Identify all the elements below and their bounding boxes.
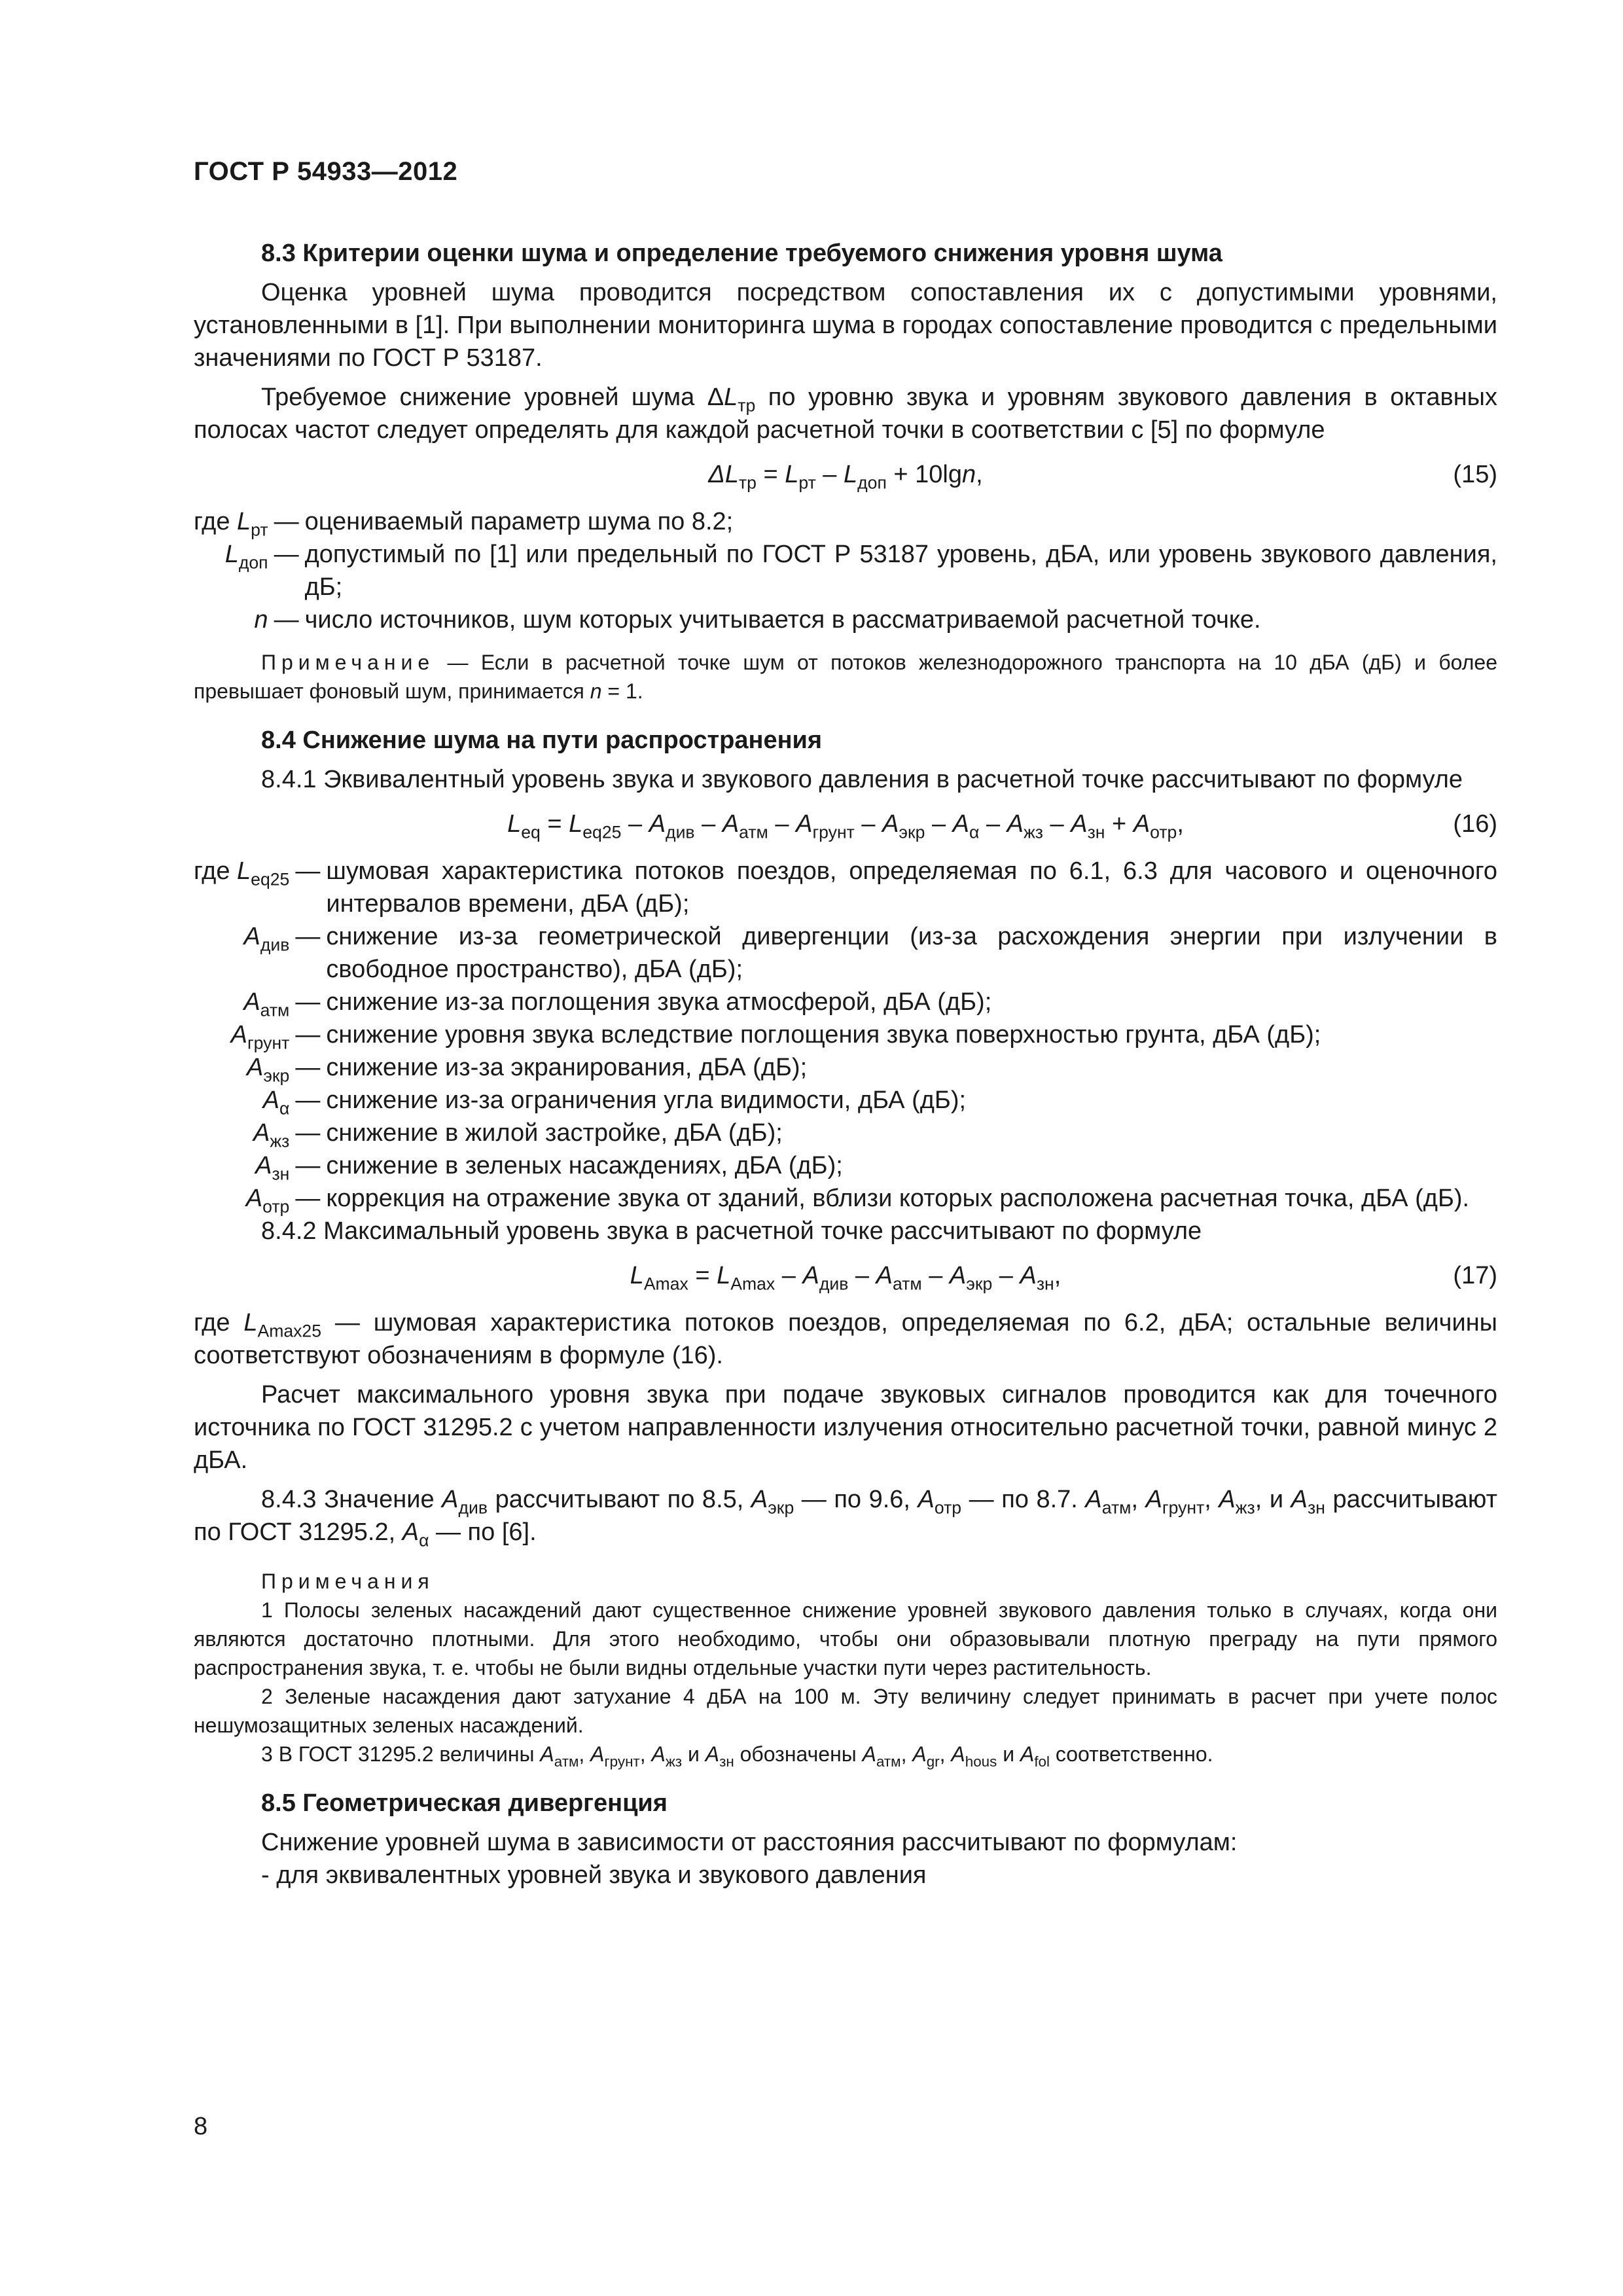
- definition-symbol: где $L_{eq25}$: [194, 857, 290, 889]
- formula-15: [194, 456, 1497, 495]
- formula-15-number: (15): [1453, 461, 1497, 488]
- definition-dash: —: [274, 606, 299, 634]
- note-3: 3 В ГОСТ 31295.2 величины $A_{атм}$, $A_{грунт}$, $A_{жз}$ и $A_{зн}$ обозначены $A_{атм}$, $A_{gr}$, $A_{hous}$ и $A_{fol}$ соответственно.: [261, 1742, 1213, 1770]
- paragraph: 8.4.2 Максимальный уровень звука в расчетной точке рассчитывают по формуле: [261, 1217, 1202, 1245]
- definition-text: снижение из-за ограничения угла видимости, дБА (дБ);: [326, 1086, 967, 1114]
- definition-row: [194, 1084, 1497, 1117]
- list-item: - для эквивалентных уровней звука и звукового давления: [261, 1861, 927, 1889]
- document-header: ГОСТ Р 54933—2012: [194, 157, 458, 186]
- definition-symbol: $L_{доп}$: [224, 541, 268, 573]
- note-2: 2 Зеленые насаждения дают затухание 4 дБА на 100 м. Эту величину следует принимать в расчет при учете полос нешумозащитных зеленых насаждений.: [194, 1685, 1497, 1737]
- definition-text: снижение из-за поглощения звука атмосферой, дБА (дБ);: [326, 988, 992, 1016]
- definition-dash: —: [295, 923, 321, 950]
- definition-dash: —: [295, 857, 321, 885]
- definition-text: снижение из-за геометрической дивергенции (из-за расхождения энергии при излучении в свободное пространство), дБА (дБ);: [326, 923, 1497, 983]
- definition-text: число источников, шум которых учитывается в рассматриваемой расчетной точке.: [304, 606, 1261, 634]
- definition-row: [194, 603, 1497, 636]
- definition-dash: —: [295, 1152, 321, 1179]
- definition-symbol: $A_{див}$: [243, 923, 290, 955]
- definition-symbol: $A_\alpha$: [262, 1086, 290, 1119]
- paragraph: Снижение уровней шума в зависимости от расстояния рассчитывают по формулам:: [261, 1829, 1238, 1856]
- section-8-4-heading: 8.4 Снижение шума на пути распространения: [261, 726, 823, 754]
- definition-text: снижение в жилой застройке, дБА (дБ);: [326, 1119, 783, 1147]
- page-number: 8: [194, 2113, 208, 2140]
- definition-dash: —: [295, 1119, 321, 1147]
- definition-symbol: $A_{жз}$: [253, 1119, 290, 1151]
- formula-16: [194, 805, 1497, 844]
- definition-symbol: $A_{грунт}$: [230, 1021, 290, 1053]
- paragraph: Требуемое снижение уровней шума $\Delta L_{тр}$ по уровню звука и уровням звукового давления в октавных полосах частот следует определять для каждой расчетной точки в соответствии с [5] по формуле: [194, 384, 1497, 444]
- paragraph: Оценка уровней шума проводится посредством сопоставления их с допустимыми уровнями, установленными в [1]. При выполнении мониторинга шума в городах сопоставление проводится с предельными значениями по ГОСТ Р 53187.: [194, 279, 1497, 372]
- definition-row: [194, 1018, 1497, 1051]
- definition-dash: —: [295, 1021, 321, 1049]
- formula-17: [194, 1257, 1497, 1296]
- paragraph-8-4-3: 8.4.3 Значение $A_{див}$ рассчитывают по 8.5, $A_{экр}$ — по 9.6, $A_{отр}$ — по 8.7. $A_{атм}$, $A_{грунт}$, $A_{жз}$, и $A_{зн}$ рассчитывают по ГОСТ 31295.2, $A_\alpha$ — по [6].: [194, 1486, 1498, 1551]
- definition-row: [194, 1051, 1497, 1084]
- formula-16-number: (16): [1453, 810, 1497, 838]
- paragraph: 8.4.1 Эквивалентный уровень звука и звукового давления в расчетной точке рассчитывают по формуле: [261, 766, 1463, 793]
- note: Примечание — Если в расчетной точке шум от потоков железнодорожного транспорта на 10 дБА (дБ) и более превышает фоновый шум, принимается n = 1.: [194, 651, 1497, 703]
- paragraph: где $L_{Amax25}$ — шумовая характеристика потоков поездов, определяемая по 6.2, дБА; остальные величины соответствуют обозначениям в формуле (16).: [194, 1309, 1497, 1369]
- definition-row: [194, 505, 1497, 538]
- formula-17-number: (17): [1453, 1262, 1497, 1289]
- formula-15-expression: $\Delta L_{тр} = L_{рт} - L_{доп} + 10\lg n$,: [708, 461, 983, 493]
- definition-symbol: $A_{зн}$: [255, 1152, 290, 1184]
- page-content: [194, 237, 1497, 1892]
- definition-dash: —: [295, 1086, 321, 1114]
- definition-dash: —: [274, 508, 299, 535]
- section-8-5-heading: 8.5 Геометрическая дивергенция: [261, 1789, 668, 1817]
- note-label: Примечание: [261, 651, 435, 674]
- definition-symbol: где $L_{рт}$: [194, 508, 268, 540]
- definition-row: [194, 1117, 1497, 1149]
- definition-symbol: $A_{атм}$: [243, 988, 290, 1020]
- definition-symbol: $A_{экр}$: [246, 1054, 290, 1086]
- note-1: 1 Полосы зеленых насаждений дают существенное снижение уровней звукового давления только в случаях, когда они являются достаточно плотными. Для этого необходимо, чтобы они образовывали плотную преграду на пути прямого распространения звука, т. е. чтобы не были видны отдельные участки пути через растительность.: [194, 1598, 1497, 1679]
- definition-text: шумовая характеристика потоков поездов, определяемая по 6.1, 6.3 для часового и оценочного интервалов времени, дБА (дБ);: [326, 857, 1497, 918]
- definition-text: допустимый по [1] или предельный по ГОСТ Р 53187 уровень, дБА, или уровень звукового давления, дБ;: [304, 541, 1497, 601]
- definition-row: [194, 855, 1497, 920]
- definition-text: снижение в зеленых насаждениях, дБА (дБ);: [326, 1152, 843, 1179]
- formula-17-expression: $L_{Amax} = L_{Amax} - A_{див} - A_{атм} - A_{экр} - A_{зн}$,: [630, 1262, 1061, 1294]
- definition-symbol: $A_{отр}$: [245, 1185, 290, 1217]
- definitions-list-15: [194, 505, 1497, 636]
- formula-16-expression: $L_{eq} = L_{eq25} - A_{див} - A_{атм} - A_{грунт} - A_{экр} - A_\alpha - A_{жз} - A_{зн} + A_{отр}$,: [507, 810, 1184, 842]
- definition-text: коррекция на отражение звука от зданий, вблизи которых расположена расчетная точка, дБА (дБ).: [326, 1185, 1470, 1212]
- definition-text: оцениваемый параметр шума по 8.2;: [304, 508, 734, 535]
- definition-row: [194, 1149, 1497, 1182]
- definition-text: снижение уровня звука вследствие поглощения звука поверхностью грунта, дБА (дБ);: [326, 1021, 1321, 1049]
- definition-row: [194, 920, 1497, 986]
- definition-row: [194, 986, 1497, 1018]
- definition-row: [194, 538, 1497, 603]
- definition-dash: —: [295, 988, 321, 1016]
- definition-symbol: n: [254, 606, 268, 634]
- definition-dash: —: [295, 1054, 321, 1081]
- definition-row: [194, 1182, 1497, 1215]
- notes-label: Примечания: [261, 1570, 435, 1593]
- paragraph: Расчет максимального уровня звука при подаче звуковых сигналов проводится как для точечного источника по ГОСТ 31295.2 с учетом направленности излучения относительно расчетной точки, равной минус 2 дБА.: [194, 1381, 1497, 1474]
- definition-dash: —: [274, 541, 299, 568]
- section-8-3-heading: 8.3 Критерии оценки шума и определение требуемого снижения уровня шума: [261, 240, 1222, 267]
- definition-dash: —: [295, 1185, 321, 1212]
- definition-text: снижение из-за экранирования, дБА (дБ);: [326, 1054, 808, 1081]
- definitions-list-16: [194, 855, 1497, 1215]
